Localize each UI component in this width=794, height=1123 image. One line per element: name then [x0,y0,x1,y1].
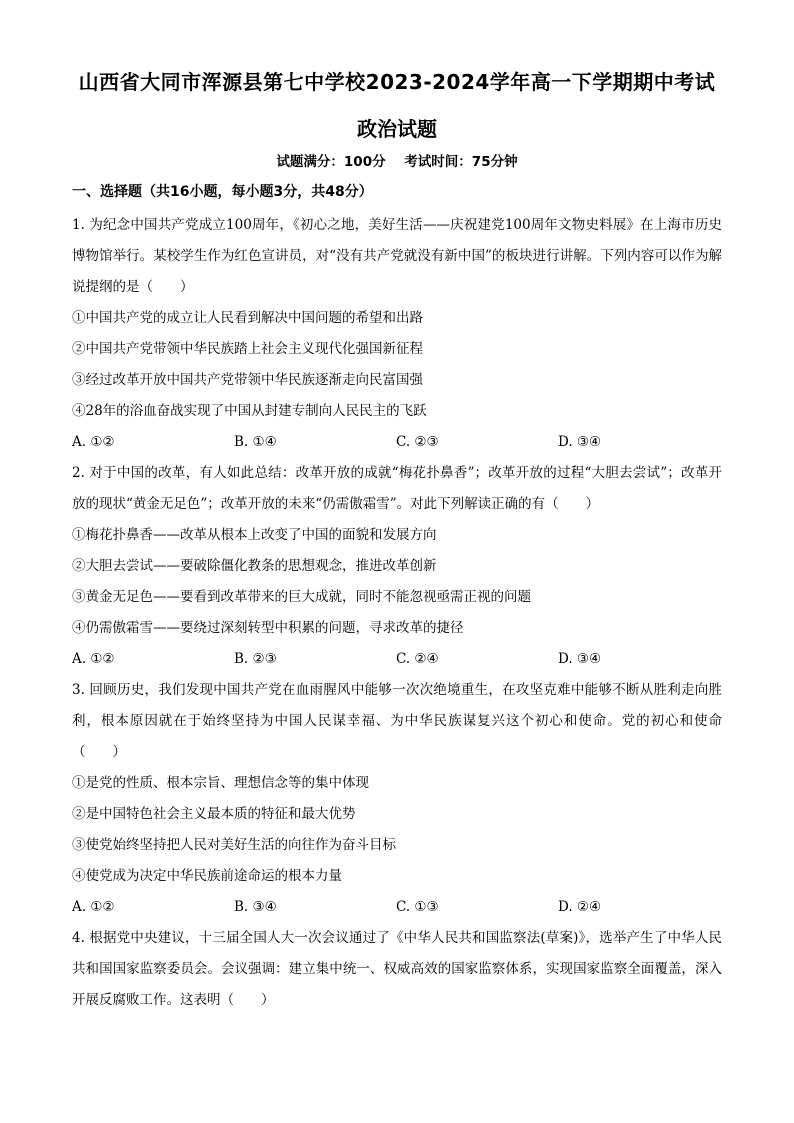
question-option: ④使党成为决定中华民族前途命运的根本力量 [72,868,342,884]
answer-choice-c: C. ②④ [396,651,439,667]
answer-choice-d: D. ③④ [558,434,602,450]
answer-choice-b: B. ①④ [234,434,277,450]
question-option: ②大胆去尝试——要破除僵化教条的思想观念，推进改革创新 [72,558,437,574]
question-1 [72,210,722,458]
answer-choices [72,644,722,675]
answer-choice-c: C. ①③ [396,899,439,915]
question-3 [72,675,722,923]
answer-choices [72,427,722,458]
question-option: ①是党的性质、根本宗旨、理想信念等的集中体现 [72,775,369,791]
question-stem: 3. 回顾历史，我们发现中国共产党在血雨腥风中能够一次次绝境重生，在攻坚克难中能够不断从胜利走向胜利，根本原因就在于始终坚持为中国人民谋幸福、为中华民族谋复兴这个初心和使命。党的初心和使命（ ） [72,682,722,760]
question-option: ③黄金无足色——要看到改革带来的巨大成就，同时不能忽视亟需正视的问题 [72,589,531,605]
question-option: ①梅花扑鼻香——改革从根本上改变了中国的面貌和发展方向 [72,527,437,543]
answer-choice-a: A. ①② [72,899,115,915]
time-info: 考试时间：75分钟 [404,154,518,170]
answer-choice-d: D. ②④ [558,899,602,915]
answer-choice-a: A. ①② [72,434,115,450]
question-option: ③使党始终坚持把人民对美好生活的向往作为奋斗目标 [72,837,396,853]
question-option: ④28年的浴血奋战实现了中国从封建专制向人民民主的飞跃 [72,403,427,419]
exam-title: 山西省大同市浑源县第七中学校2023-2024学年高一下学期期中考试 [78,70,716,94]
question-option: ②是中国特色社会主义最本质的特征和最大优势 [72,806,356,822]
question-option: ④仍需傲霜雪——要绕过深刻转型中积累的问题，寻求改革的捷径 [72,620,464,636]
answer-choice-c: C. ②③ [396,434,439,450]
question-option: ③经过改革开放中国共产党带领中华民族逐渐走向民富国强 [72,372,423,388]
answer-choice-d: D. ③④ [558,651,602,667]
score-info: 试题满分：100分 [276,154,386,170]
question-option: ①中国共产党的成立让人民看到解决中国问题的希望和出路 [72,310,423,326]
question-stem: 1. 为纪念中国共产党成立100周年，《初心之地，美好生活——庆祝建党100周年文物史料展》在上海市历史博物馆举行。某校学生作为红色宣讲员，对“没有共产党就没有新中国”的板块进行讲解。下列内容可以作为解说提纲的是（ ） [72,217,722,295]
question-list [72,210,722,1016]
answer-choices [72,892,722,923]
answer-choice-b: B. ③④ [234,899,277,915]
question-2 [72,458,722,675]
question-stem: 2. 对于中国的改革，有人如此总结：改革开放的成就“梅花扑鼻香”；改革开放的过程“大胆去尝试”；改革开放的现状“黄金无足色”；改革开放的未来“仍需傲霜雪”。对此下列解读正确的有（ ） [72,465,722,512]
exam-meta [0,150,794,170]
section-heading: 一、选择题（共16小题，每小题3分，共48分） [72,184,373,200]
answer-choice-a: A. ①② [72,651,115,667]
question-4 [72,923,722,1016]
answer-choice-b: B. ②③ [234,651,277,667]
question-option: ②中国共产党带领中华民族踏上社会主义现代化强国新征程 [72,341,423,357]
exam-subtitle: 政治试题 [357,117,437,141]
question-stem: 4. 根据党中央建议，十三届全国人大一次会议通过了《中华人民共和国监察法(草案)》，选举产生了中华人民共和国国家监察委员会。会议强调：建立集中统一、权威高效的国家监察体系，实现国家监察全面覆盖，深入开展反腐败工作。这表明（ ） [72,930,722,1008]
